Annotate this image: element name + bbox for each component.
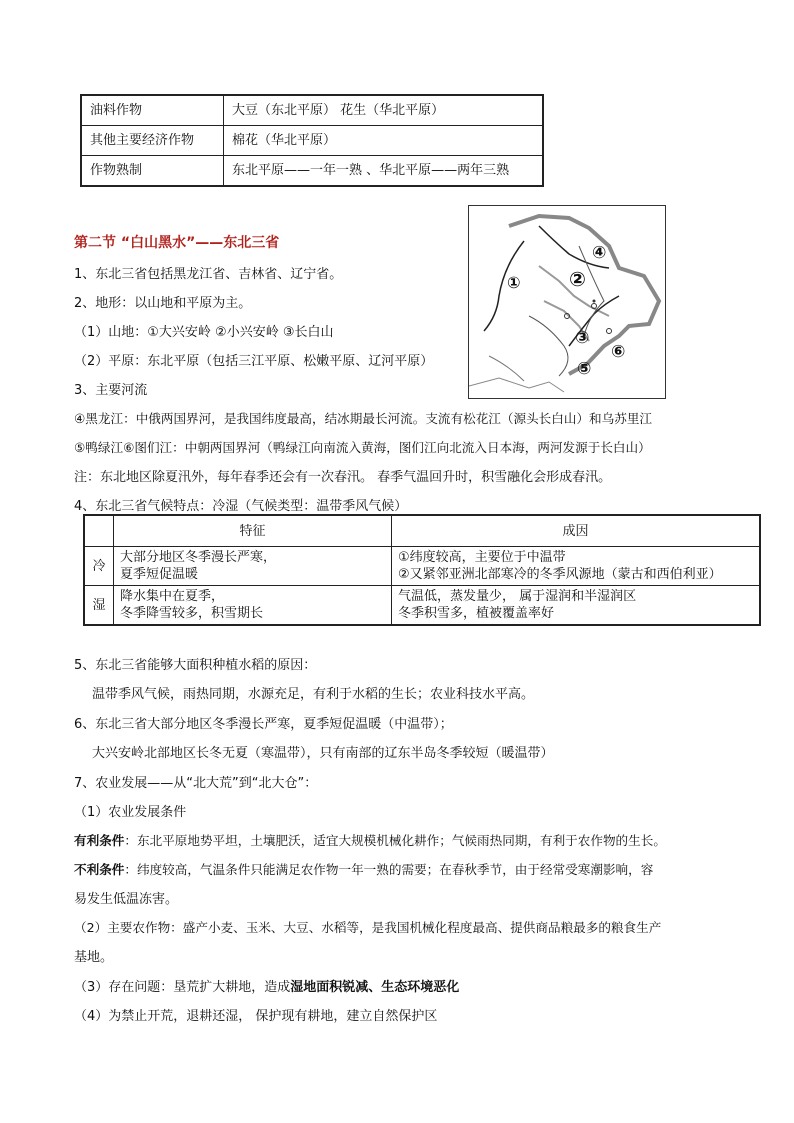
text-line: （1）农业发展条件 <box>74 805 187 820</box>
text-line: （2）主要农作物：盛产小麦、玉米、大豆、水稻等，是我国机械化程度最高、提供商品粮最多的粮食生产 <box>74 920 662 935</box>
text-line <box>74 859 653 878</box>
table-row <box>81 95 543 126</box>
cell-line: ①纬度较高，主要位于中温带 <box>398 550 566 565</box>
section-title: 第二节 “白山黑水”——东北三省 <box>74 235 280 251</box>
table-header: 成因 <box>392 515 761 547</box>
text-line: 6、东北三省大部分地区冬季漫长严寒，夏季短促温暖（中温带）； <box>74 717 453 732</box>
text-line <box>74 830 666 849</box>
climate-table <box>83 514 761 626</box>
table-cell <box>392 547 761 586</box>
text-line: （1）山地：①大兴安岭 ②小兴安岭 ③长白山 <box>74 325 334 340</box>
text-line: ④黑龙江：中俄两国界河，是我国纬度最高，结冰期最长河流。支流有松花江（源头长白山）和乌苏里江 <box>74 411 653 426</box>
cell-line: 冬季积雪多，植被覆盖率好 <box>398 606 555 621</box>
table-cell <box>392 586 761 626</box>
row-label: 冷 <box>84 547 114 586</box>
table-cell <box>114 586 392 626</box>
text-line: 温带季风气候，雨热同期，水源充足，有利于水稻的生长；农业科技水平高。 <box>92 687 535 702</box>
map-graphic <box>469 206 665 398</box>
table-row <box>84 586 760 626</box>
map-label: ⑤ <box>577 359 592 379</box>
table-cell: 作物熟制 <box>81 156 224 187</box>
table-cell: 棉花（华北平原） <box>224 126 544 156</box>
map-label: ③ <box>575 328 590 348</box>
bold-text: 湿地面积锐减、生态环境恶化 <box>290 980 460 995</box>
text-line: 注：东北地区除夏汛外，每年春季还会有一次春汛。 春季气温回升时，积雪融化会形成春汛。 <box>74 470 612 485</box>
table-header: 特征 <box>114 515 392 547</box>
text-line: 1、东北三省包括黑龙江省、吉林省、辽宁省。 <box>74 267 343 282</box>
cell-line: 降水集中在夏季， <box>120 589 225 604</box>
map-label: ⑥ <box>611 342 626 362</box>
text-line <box>74 976 459 995</box>
text-line: 2、地形：以山地和平原为主。 <box>74 296 252 311</box>
table-cell <box>84 515 114 547</box>
text-span: ：东北平原地势平坦，土壤肥沃，适宜大规模机械化耕作；气候雨热同期，有利于农作物的生长。 <box>124 833 666 848</box>
northeast-map <box>468 205 666 399</box>
table-cell <box>114 547 392 586</box>
table-cell: 大豆（东北平原） 花生（华北平原） <box>224 95 544 126</box>
cell-line: 大部分地区冬季漫长严寒， <box>120 550 277 565</box>
cell-line: 夏季短促温暖 <box>120 567 199 582</box>
text-line: 基地。 <box>74 950 114 965</box>
text-line: 易发生低温冻害。 <box>74 892 179 907</box>
text-line: ⑤鸭绿江⑥图们江：中朝两国界河（鸭绿江向南流入黄海，图们江向北流入日本海，两河发源于长白山） <box>74 440 651 455</box>
cell-line: 冬季降雪较多，积雪期长 <box>120 606 264 621</box>
table-cell: 东北平原——一年一熟 、华北平原——两年三熟 <box>224 156 544 187</box>
text-line: （2）平原：东北平原（包括三江平原、松嫩平原、辽河平原） <box>74 354 434 369</box>
text-line: （4）为禁止开荒，退耕还湿， 保护现有耕地，建立自然保护区 <box>74 1009 438 1024</box>
text-line: 4、东北三省气候特点：冷湿（气候类型：温带季风气候） <box>74 499 408 514</box>
cell-line: ②又紧邻亚洲北部寒冷的冬季风源地（蒙古和西伯利亚） <box>398 567 722 582</box>
bold-label: 有利条件 <box>74 833 125 848</box>
map-label: ④ <box>592 243 607 263</box>
table-row <box>81 126 543 156</box>
text-line: 5、东北三省能够大面积种植水稻的原因： <box>74 658 317 673</box>
map-label: ② <box>569 267 586 291</box>
text-line: 3、主要河流 <box>74 383 148 398</box>
cell-line: 气温低，蒸发量少， 属于湿润和半湿润区 <box>398 589 637 604</box>
table-row <box>81 156 543 187</box>
row-label: 湿 <box>84 586 114 626</box>
map-label: ① <box>507 273 521 292</box>
text-line: 7、农业发展——从“北大荒”到“北大仓”： <box>74 776 318 791</box>
text-line: 大兴安岭北部地区长冬无夏（寒温带），只有南部的辽东半岛冬季较短（暖温带） <box>92 746 554 761</box>
table-row <box>84 547 760 586</box>
table-cell: 油料作物 <box>81 95 224 126</box>
text-span: （3）存在问题：垦荒扩大耕地，造成 <box>74 980 291 995</box>
table-cell: 其他主要经济作物 <box>81 126 224 156</box>
bold-label: 不利条件 <box>74 862 125 877</box>
text-span: ：纬度较高，气温条件只能满足农作物一年一熟的需要；在春秋季节，由于经常受寒潮影响，容 <box>124 862 654 877</box>
crops-table <box>80 94 544 187</box>
table-header-row <box>84 515 760 547</box>
